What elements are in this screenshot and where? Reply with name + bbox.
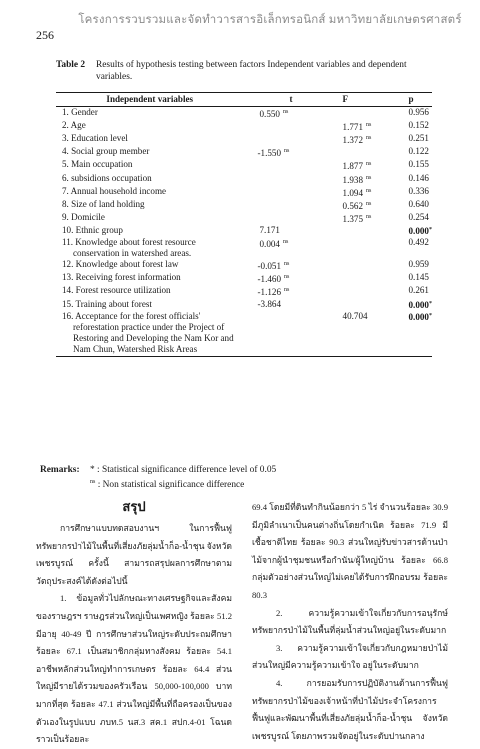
cell-p: [373, 311, 433, 357]
cell-variable: [56, 237, 244, 259]
cell-p: [373, 186, 433, 199]
variable-label: 15. Training about forest: [62, 298, 152, 309]
table-row: [56, 299, 432, 311]
cell-p: [373, 120, 433, 133]
t-value: -1.126: [257, 287, 281, 298]
p-value: 0.000: [408, 311, 429, 322]
f-ns-marker: ns: [366, 200, 372, 207]
variable-label: 4. Social group member: [62, 146, 150, 157]
t-ns-marker: ns: [284, 274, 290, 281]
t-value: -1.550: [257, 148, 281, 159]
cell-variable: [56, 225, 244, 237]
cell-t: [244, 285, 319, 298]
cell-t: [244, 212, 319, 225]
table-row: [56, 311, 432, 357]
remarks-label: Remarks:: [40, 465, 80, 475]
cell-p: [373, 299, 433, 311]
table-row: [56, 212, 432, 225]
t-ns-marker: ns: [282, 239, 289, 246]
table-row: [56, 107, 432, 121]
cell-f: [319, 133, 373, 146]
f-value: 1.877: [342, 161, 364, 172]
cell-f: [319, 212, 373, 225]
variable-label: 1. Gender: [62, 107, 98, 118]
table-row: [56, 159, 432, 172]
t-ns-marker: ns: [284, 287, 290, 294]
t-value: -1.460: [257, 274, 281, 285]
cell-variable: [56, 199, 244, 212]
cell-t: [244, 199, 319, 212]
t-value: 7.171: [259, 224, 280, 235]
header-p: p: [373, 93, 433, 107]
cell-p: [373, 146, 433, 159]
p-value: 0.261: [408, 285, 429, 296]
p-value: 0.640: [408, 198, 429, 209]
variable-label: 6. subsidions occupation: [62, 172, 152, 183]
f-value: 1.938: [342, 174, 364, 185]
left-paragraph-intro: การศึกษาแบบทดสอบงานฯ ในการฟื้นฟูทรัพยากรป่าไม้ในพื้นที่เสี่ยงภัยลุ่มน้ำก็อ-น้ำชุน จังหวัดเพชรบูรณ์ ครั้งนี้ สามารถสรุปผลการศึกษาตามวัตถุประสงค์ได้ดังต่อไปนี้: [36, 523, 232, 586]
cell-f: [319, 259, 373, 272]
table-row: [56, 133, 432, 146]
cell-variable: [56, 107, 244, 121]
f-ns-marker: ns: [366, 174, 372, 181]
t-ns-marker: ns: [282, 109, 289, 116]
left-paragraph-1: 1. ข้อมูลทั่วไปลักษณะทางเศรษฐกิจและสังคมของราษฎรฯ ราษฎรส่วนใหญ่เป็นเพศหญิง ร้อยละ 51.2 มีอายุ 40-49 ปี การศึกษาส่วนใหญ่ระดับประถมศึกษา ร้อยละ 67.1 เป็นสมาชิกกลุ่มทางสังคม ร้อยละ 54.1 อาชีพหลักส่วนใหญ่ทำการเกษตร ร้อยละ 64.4 ส่วนใหญ่มีรายได้รวมของครัวเรือน 50,000-100,000 บาท มากที่สุด ร้อยละ 47.1 ส่วนใหญ่มีพื้นที่ถือครองเป็นของตัวเองในรูปแบบ ภบท.5 นส.3 สค.1 สปก.4-01 โฉนดราวเป็นร้อยละ: [36, 593, 232, 745]
cell-p: [373, 159, 433, 172]
cell-f: [319, 159, 373, 172]
f-ns-marker: ns: [366, 161, 372, 168]
cell-f: [319, 146, 373, 159]
cell-variable: [56, 173, 244, 186]
cell-variable: [56, 120, 244, 133]
remarks-non-significant: : Non statistical significance difference: [97, 480, 245, 490]
p-value: 0.000: [408, 225, 429, 236]
cell-f: [319, 186, 373, 199]
variable-label: 7. Annual household income: [62, 185, 167, 196]
cell-t: [244, 299, 319, 311]
variable-label: 14. Forest resource utilization: [62, 285, 171, 296]
variable-label: 13. Receiving forest information: [62, 272, 181, 283]
f-value: 1.094: [342, 187, 364, 198]
header-t: t: [244, 93, 319, 107]
p-value: 0.145: [408, 272, 429, 283]
right-paragraph-continued: 69.4 โดยมีที่ดินทำกินน้อยกว่า 5 ไร่ จำนวนร้อยละ 30.9 มีภูมิลำเนาเป็นคนต่างถิ่นโดยกำเนิด ร้อยละ 71.9 มีเชื้อชาติไทย ร้อยละ 90.3 ส่วนใหญ่รับข่าวสารด้านป่าไม้จากผู้นำชุมชนหรือกำนัน/ผู้ใหญ่บ้าน ร้อยละ 66.8 กลุ่มตัวอย่างส่วนใหญ่ไม่เคยได้รับการฝึกอบรม ร้อยละ 80.3: [252, 502, 448, 600]
cell-t: [244, 120, 319, 133]
variable-label: 2. Age: [62, 120, 86, 131]
cell-t: [244, 133, 319, 146]
cell-t: [244, 173, 319, 186]
significance-star: *: [428, 226, 432, 233]
cell-variable: [56, 299, 244, 311]
f-value: 1.771: [342, 122, 364, 133]
cell-t: [244, 159, 319, 172]
cell-variable: [56, 146, 244, 159]
cell-p: [373, 285, 433, 298]
f-value: 0.562: [342, 200, 364, 211]
cell-variable: [56, 259, 244, 272]
table-body: [56, 107, 432, 357]
cell-variable: [56, 272, 244, 285]
cell-p: [373, 133, 433, 146]
variable-label: 8. Size of land holding: [62, 198, 145, 209]
p-value: 0.254: [408, 211, 429, 222]
cell-t: [244, 237, 319, 259]
cell-t: [244, 259, 319, 272]
cell-variable: [56, 212, 244, 225]
p-value: 0.000: [408, 299, 429, 310]
cell-t: [244, 186, 319, 199]
f-value: 1.372: [342, 135, 364, 146]
cell-f: [319, 120, 373, 133]
cell-t: [244, 107, 319, 121]
cell-p: [373, 272, 433, 285]
cell-variable: [56, 285, 244, 298]
table-caption: [56, 60, 440, 83]
t-value: -0.051: [257, 261, 281, 272]
cell-p: [373, 173, 433, 186]
page-number: 256: [36, 28, 54, 42]
variable-label: 9. Domicile: [62, 211, 105, 222]
remarks: [40, 464, 276, 491]
cell-f: [319, 107, 373, 121]
table-row: [56, 272, 432, 285]
t-value: -3.864: [257, 298, 281, 309]
header-f: F: [319, 93, 373, 107]
significance-star: *: [428, 312, 432, 319]
cell-p: [373, 237, 433, 259]
cell-variable: [56, 133, 244, 146]
cell-p: [373, 199, 433, 212]
cell-variable: [56, 159, 244, 172]
cell-f: [319, 199, 373, 212]
p-value: 0.251: [408, 133, 429, 144]
p-value: 0.152: [408, 120, 429, 131]
t-ns-marker: ns: [284, 148, 290, 155]
variable-label: 16. Acceptance for the forest officials' reforestation practice under the Project of Restoring and Developing the Nam Kor and Nam Chun, Watershed Risk Areas: [62, 310, 234, 354]
table-row: [56, 146, 432, 159]
t-ns-marker: ns: [284, 261, 290, 268]
cell-p: [373, 259, 433, 272]
cell-t: [244, 272, 319, 285]
variable-label: 5. Main occupation: [62, 159, 133, 170]
cell-f: [319, 272, 373, 285]
cell-p: [373, 212, 433, 225]
p-value: 0.959: [408, 259, 429, 270]
right-paragraph-3: 3. ความรู้ความเข้าใจเกี่ยวกับกฎหมายป่าไม้ส่วนใหญ่มีความรู้ความเข้าใจ อยู่ในระดับมาก: [252, 642, 448, 671]
table-row: [56, 225, 432, 237]
cell-t: [244, 225, 319, 237]
cell-p: [373, 107, 433, 121]
cell-f: [319, 311, 373, 357]
table-caption-text: Results of hypothesis testing between factors Independent variables and dependent variables.: [96, 60, 407, 82]
variable-label: 11. Knowledge about forest resource conservation in watershed areas.: [62, 237, 196, 259]
cell-f: [319, 237, 373, 259]
f-ns-marker: ns: [366, 187, 372, 194]
p-value: 0.336: [408, 185, 429, 196]
remarks-significant: * : Statistical significance difference level of 0.05: [90, 465, 277, 475]
variable-label: 10. Ethnic group: [62, 224, 123, 235]
t-value: 0.004: [259, 239, 280, 250]
left-text-column: [36, 496, 232, 749]
right-text-column: [252, 499, 448, 745]
table-row: [56, 259, 432, 272]
table-caption-label: Table 2: [56, 60, 86, 70]
table-row: [56, 186, 432, 199]
table-row: [56, 199, 432, 212]
variable-label: 3. Education level: [62, 133, 128, 144]
variable-label: 12. Knowledge about forest law: [62, 259, 179, 270]
table-row: [56, 285, 432, 298]
header-independent-variables: Independent variables: [56, 93, 244, 107]
p-value: 0.956: [408, 107, 429, 118]
cell-f: [319, 285, 373, 298]
f-ns-marker: ns: [366, 122, 372, 129]
cell-f: [319, 173, 373, 186]
running-head: โครงการรวบรวมและจัดทำวารสารอิเล็กทรอนิกส์ มหาวิทยาลัยเกษตรศาสตร์: [78, 14, 462, 26]
p-value: 0.155: [408, 159, 429, 170]
t-value: 0.550: [259, 109, 280, 120]
cell-p: [373, 225, 433, 237]
right-paragraph-4: 4. การยอมรับการปฏิบัติงานด้านการฟื้นฟูทรัพยากรป่าไม้ของเจ้าหน้าที่ป่าไม้ประจำโครงการฟื้นฟูและพัฒนาพื้นที่เสี่ยงภัยลุ่มน้ำก็อ-น้ำชุน จังหวัดเพชรบูรณ์ โดยภาพรวมจัดอยู่ในระดับปานกลาง: [252, 677, 448, 741]
cell-t: [244, 311, 319, 357]
f-ns-marker: ns: [366, 213, 372, 220]
cell-f: [319, 225, 373, 237]
cell-f: [319, 299, 373, 311]
p-value: 0.492: [408, 237, 429, 248]
cell-variable: [56, 311, 244, 357]
table-header-row: [56, 93, 432, 107]
table-row: [56, 120, 432, 133]
p-value: 0.146: [408, 172, 429, 183]
section-title-conclusion: สรุป: [122, 499, 146, 514]
table-row: [56, 173, 432, 186]
cell-t: [244, 146, 319, 159]
table-row: [56, 237, 432, 259]
results-table: [56, 92, 432, 357]
p-value: 0.122: [408, 146, 429, 157]
cell-variable: [56, 186, 244, 199]
f-value: 40.704: [342, 310, 368, 321]
f-ns-marker: ns: [366, 135, 372, 142]
right-paragraph-2: 2. ความรู้ความเข้าใจเกี่ยวกับการอนุรักษ์ทรัพยากรป่าไม้ในพื้นที่ลุ่มน้ำส่วนใหญ่อยู่ในระดับมาก: [252, 607, 448, 636]
remarks-ns-marker: ns: [90, 479, 96, 485]
significance-star: *: [428, 300, 432, 307]
f-value: 1.375: [342, 213, 364, 224]
